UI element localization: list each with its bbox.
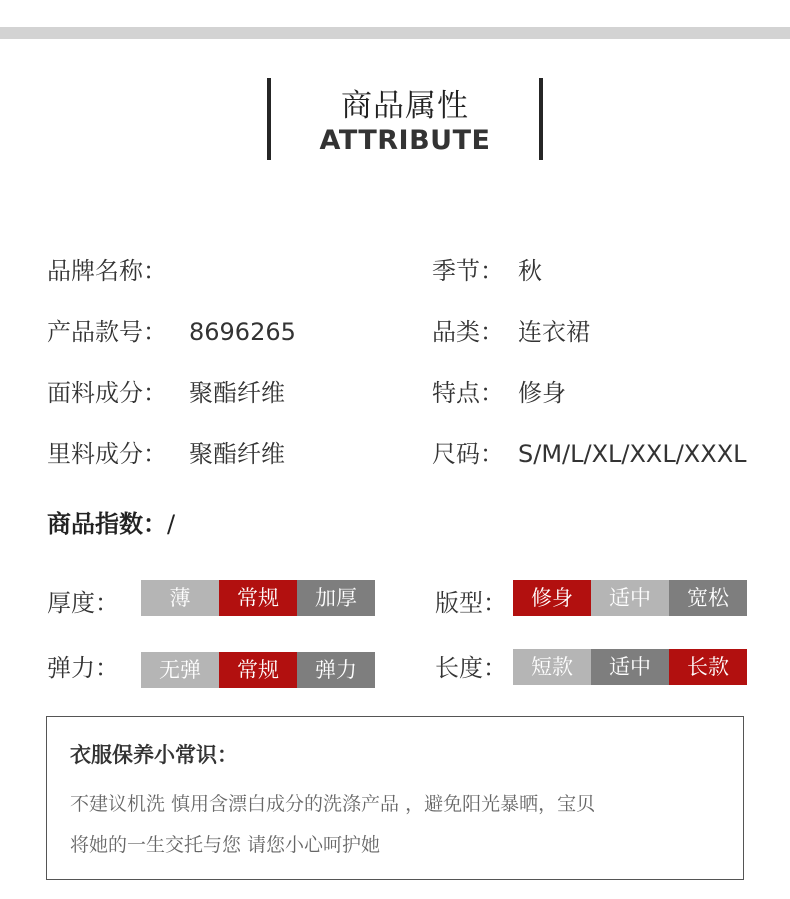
length-label: 长度： [435, 654, 507, 682]
attr-lining-label: 里料成分： [47, 440, 167, 468]
elasticity-option-2: 常规 [219, 652, 297, 688]
attr-brand [47, 251, 189, 286]
attr-size [432, 434, 747, 469]
attr-feature [432, 373, 566, 408]
attr-category-value: 连衣裙 [518, 318, 590, 346]
fit-scale [513, 580, 747, 616]
product-index-label: 商品指数： [47, 510, 167, 538]
attr-model-value: 8696265 [189, 318, 296, 346]
care-tips-box [46, 716, 744, 880]
fit-label: 版型： [435, 589, 507, 617]
thickness-option-2: 常规 [219, 580, 297, 616]
product-index [47, 504, 175, 539]
section-subtitle: ATTRIBUTE [319, 125, 491, 156]
attr-feature-value: 修身 [518, 379, 566, 407]
length-option-2: 适中 [591, 649, 669, 685]
elasticity-option-3: 弹力 [297, 652, 375, 688]
attr-size-label: 尺码： [432, 440, 504, 468]
elasticity-scale [141, 652, 375, 688]
attr-model-label: 产品款号： [47, 318, 167, 346]
attr-lining-value: 聚酯纤维 [189, 440, 285, 468]
length-option-3: 长款 [669, 649, 747, 685]
attr-fabric-label: 面料成分： [47, 379, 167, 407]
section-title: 商品属性 [341, 88, 469, 124]
care-tips-title: 衣服保养小常识： [70, 743, 238, 767]
product-index-value: / [167, 510, 176, 538]
care-tips-line-1: 不建议机洗 慎用含漂白成分的洗涤产品 ，避免阳光暴晒，宝贝 [70, 793, 596, 815]
fit-option-2: 适中 [591, 580, 669, 616]
header-left-bar [267, 78, 271, 160]
thickness-scale [141, 580, 375, 616]
length-option-1: 短款 [513, 649, 591, 685]
attr-category [432, 312, 590, 347]
top-divider-bar [0, 27, 790, 39]
thickness-option-1: 薄 [141, 580, 219, 616]
fit-option-1: 修身 [513, 580, 591, 616]
elasticity-option-1: 无弹 [141, 652, 219, 688]
attr-size-value: S/M/L/XL/XXL/XXXL [518, 440, 747, 468]
attr-season-value: 秋 [518, 257, 542, 285]
attr-feature-label: 特点： [432, 379, 504, 407]
thickness-option-3: 加厚 [297, 580, 375, 616]
attr-season [432, 251, 542, 286]
attr-lining [47, 434, 285, 469]
attr-model [47, 312, 296, 347]
attr-fabric-value: 聚酯纤维 [189, 379, 285, 407]
fit-option-3: 宽松 [669, 580, 747, 616]
attr-fabric [47, 373, 285, 408]
attr-category-label: 品类： [432, 318, 504, 346]
elasticity-label: 弹力： [47, 654, 119, 682]
thickness-label: 厚度： [47, 589, 119, 617]
attr-season-label: 季节： [432, 257, 504, 285]
length-scale [513, 649, 747, 685]
attr-brand-label: 品牌名称： [47, 257, 167, 285]
header-right-bar [539, 78, 543, 160]
care-tips-line-2: 将她的一生交托与您 请您小心呵护她 [70, 834, 381, 856]
